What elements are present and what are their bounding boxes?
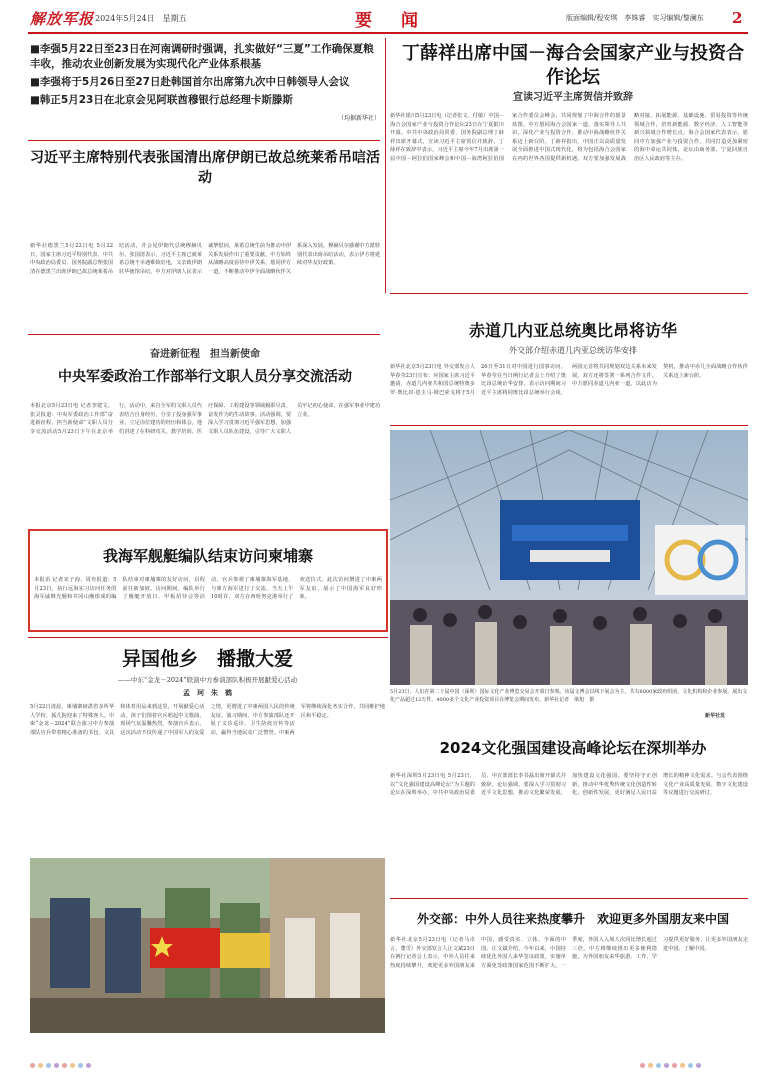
footer-dots-left	[30, 1053, 94, 1059]
footer-dot	[672, 1063, 677, 1068]
volunteer-photo-graphic	[30, 858, 385, 1033]
kicker-political-work: 奋进新征程 担当新使命	[150, 349, 260, 360]
photo-credit: 新华社发	[705, 713, 726, 719]
footer-dots-right	[640, 1053, 704, 1059]
footer-dot	[30, 1063, 35, 1068]
headline-mfa: 外交部：中外人员往来热度攀升 欢迎更多外国朋友来中国	[416, 912, 729, 926]
headline-ding: 丁薛祥出席中国－海合会国家产业与投资合作论坛	[402, 43, 744, 88]
brief-item: ■李强将于5月26日至27日赴韩国首尔出席第九次中日韩领导人会议	[30, 76, 350, 88]
headline-special-envoy: 习近平主席特别代表张国清出席伊朗已故总统莱希吊唁活动	[30, 150, 380, 186]
divider	[390, 898, 748, 899]
section-title: 要 闻	[355, 11, 424, 31]
subhead-equatorial: 外交部介绍赤道几内亚总统访华安排	[509, 346, 637, 355]
brief-item: ■李强5月22日至23日在河南调研时强调，扎实做好“三夏”工作确保夏粮丰收，推动农业创新发展为实现代化产业体系根基	[30, 43, 374, 70]
byline-yiguo: 孟 珂 朱 鹤	[183, 688, 232, 697]
page-number: 2	[732, 9, 743, 27]
divider	[28, 334, 380, 335]
article-body-political-work: 本报北京5月23日电 记者李建文、张灵报道：中央军委政治工作部“奋进新征程、担当新使命”文职人员分享交流活动5月23日下午在北京举行。活动中，来自全军的文职人员代表结合自身经历，分享了投身强军事业、立足岗位建功的经历和体会。他们讲述了在科研攻关、教学培训、医疗保障、工程建设等领域履职尽责、奋发作为的生动故事。活动强调，要深入学习贯彻习近平强军思想，加强文职人员队伍建设，引导广大文职人员牢记初心使命，在强军事业中建功立业。	[30, 403, 380, 435]
divider	[390, 425, 748, 426]
footer-dot	[86, 1063, 91, 1068]
news-briefs	[30, 42, 380, 126]
volunteer-photo	[30, 858, 385, 1033]
footer-dot	[46, 1063, 51, 1068]
article-body-culture: 新华社深圳5月23日电 5月23日，以“文化强国建设高峰论坛”为主题的论坛在深圳举办。中共中央政治局委员、中宣部部长李书磊出席开幕式并致辞。论坛强调，要深入学习贯彻习近平文化思想，推动文化繁荣发展，加快建设文化强国。要坚持守正创新，推动中华优秀传统文化创造性转化、创新性发展，更好满足人民日益增长的精神文化需求。与会代表围绕文化产业高质量发展、数字文化建设等议题进行交流研讨。	[390, 773, 748, 797]
footer-dot	[680, 1063, 685, 1068]
footer-dot	[688, 1063, 693, 1068]
article-body-yiguo: 5月22日清晨，柬埔寨磅湛省多所华人学校、孤儿院迎来了特殊客人。中柬“金龙－2024”联合演习中方参演部队官兵带着精心准备的书包、文具和体育用品来到这里，开展献爱心活动。孩子们围着官兵唱起中文歌曲，现场气氛温馨热烈。参演官兵表示，这次活动不仅传递了中国军人的友爱之情，更增进了中柬两国人民的传统友谊。演习期间，中方参演部队还开展了义诊巡诊、卫生防疫宣传等活动，赢得当地民众广泛赞誉。中柬两军将继续深化务实合作，共同维护地区和平稳定。	[30, 704, 385, 736]
masthead	[0, 0, 774, 32]
footer-dot	[656, 1063, 661, 1068]
brief-item: ■韩正5月23日在北京会见阿联酋穆银行总经理卡斯滕斯	[30, 94, 293, 106]
column-divider	[385, 38, 386, 293]
article-body-mfa: 新华社北京5月23日电（记者马卓言、董雪）外交部发言人汪文斌23日在例行记者会上表示，中外人员往来热度持续攀升，欢迎更多外国朋友来中国，感受真实、立体、全面的中国。汪文斌介绍，今年以来，中国持续优化外国人来华签证政策，实施单方面免签政策国家范围不断扩大。一季度，外国人入境人次同比增长超过三倍。中方将继续推出更多便利措施，为外国朋友来华旅游、工作、学习提供更好服务，让更多外国朋友走进中国、了解中国。	[390, 937, 748, 969]
footer-dot	[696, 1063, 701, 1068]
headline-political-work: 中央军委政治工作部举行文职人员分享交流活动	[58, 369, 352, 385]
subhead-yiguo: ——中东“金龙－2024”联演中方参演部队积极开展献爱心活动	[117, 676, 298, 684]
photo-caption: 5月23日，人们在第二十届中国（深圳）国际文化产业博览交易会开幕日参观。该届文博会以线下展会为主，共有6000家政府组团、文化机构和企业参展，展出文化产品超过12万件。4000多个文化产业投资项目在博览会期间发布。新华社记者 梁旭 摄	[390, 689, 748, 703]
divider	[390, 293, 748, 294]
article-body-navy: 本报讯 记者宋子洵、周舟报道：5月23日，执行远海实习访问任务的海军戚继光舰和井冈山舰组成的编队结束对柬埔寨的友好访问，启程前往新加坡。访问期间，编队举行了舰艇开放日、甲板招待会等活动，官兵参观了柬埔寨海军基地，与柬方海军进行了交流。当天上午10时许，双方在西哈努克港举行了欢送仪式。此次访问增进了中柬两军友谊，展示了中国海军良好形象。	[34, 577, 382, 601]
dateline: 2024年5月24日 星期五	[95, 14, 187, 23]
footer-dot	[640, 1063, 645, 1068]
headline-yiguo: 异国他乡 播撒大爱	[121, 648, 293, 670]
footer-dot	[648, 1063, 653, 1068]
newspaper-logo: 解放军报	[30, 10, 95, 28]
footer-dot	[78, 1063, 83, 1068]
footer-dot	[664, 1063, 669, 1068]
headline-navy: 我海军舰艇编队结束访问柬埔寨	[102, 547, 313, 565]
article-body-ding: 新华社银川5月23日电（记者张文、付敏）中国－海合会国家产业与投资合作论坛23日在宁夏银川开幕。中共中央政治局常委、国务院副总理丁薛祥出席开幕式，宣读习近平主席贺信并致辞。丁薛祥在致辞中表示，习近平主席今年7月出席第一届中国－阿拉伯国家峰会和中国－海湾阿拉伯国家合作委员会峰会，共同规划了中海合作的愿景蓝图。中方愿同海合会国家一道，落实领导人共识，深化产业与投资合作，推动中海战略伙伴关系迈上新台阶。丁薛祥指出，中国正以高质量发展全面推进中国式现代化，将为包括海合会国家在内的世界各国提供新机遇。双方要加强发展战略对接，拓展能源、基础设施、贸易投资等传统领域合作，培育新能源、数字经济、人工智能等新兴领域合作增长点。海合会国家代表表示，愿同中方加强产业与投资合作，共同打造更加紧密的海中命运共同体。论坛由商务部、宁夏回族自治区人民政府等主办。	[390, 113, 748, 162]
divider	[28, 140, 380, 141]
subhead-ding: 宣读习近平主席贺信并致辞	[513, 92, 633, 103]
brief-source: （均据新华社）	[337, 115, 380, 122]
divider	[28, 637, 388, 638]
editor-credits: 版面编辑/程安琪 李姝睿 实习编辑/黎澜东	[566, 14, 704, 22]
article-body-special-envoy: 新华社德黑兰5月22日电 5月22日，国家主席习近平特别代表、中共中央政治局委员、国务院副总理张国清在德黑兰出席伊朗已故总统莱希吊唁活动，并会见伊朗代总统穆赫贝尔。张国清表示，习近平主席已就莱希总统不幸遇难致唁电，又亲致伊朗驻华使馆吊唁。中方对伊朗人民表示诚挚慰问。莱希总统生前为推动中伊关系发展作出了重要贡献，中方始终从战略高度看待中伊关系，愿同伊方一道，不断推动中伊全面战略伙伴关系深入发展。穆赫贝尔感谢中方派特别代表出席吊唁活动，表示伊方将延续对华友好政策。	[30, 243, 380, 275]
masthead-rule	[28, 32, 748, 34]
footer-dot	[54, 1063, 59, 1068]
expo-photo	[390, 430, 748, 685]
footer-dot	[70, 1063, 75, 1068]
article-body-equatorial: 新华社北京5月23日电 外交部发言人华春莹23日宣布：应国家主席习近平邀请，赤道几内亚共和国总统特奥多罗·奥比昂·恩圭马·姆巴索戈将于5月26日至31日对中国进行国事访问。华春莹在当日例行记者会上介绍了奥比昂总统访华安排，表示访问期间习近平主席将同奥比昂总统举行会谈，两国元首将共同规划双边关系未来发展。双方还将签署一系列合作文件。中方愿同赤道几内亚一道，以此访为契机，推动中赤几全面战略合作伙伴关系迈上新台阶。	[390, 364, 748, 396]
footer-dot	[38, 1063, 43, 1068]
headline-equatorial: 赤道几内亚总统奥比昂将访华	[468, 321, 677, 340]
footer-dot	[62, 1063, 67, 1068]
headline-culture: 2024文化强国建设高峰论坛在深圳举办	[439, 739, 707, 757]
expo-photo-graphic	[390, 430, 748, 685]
